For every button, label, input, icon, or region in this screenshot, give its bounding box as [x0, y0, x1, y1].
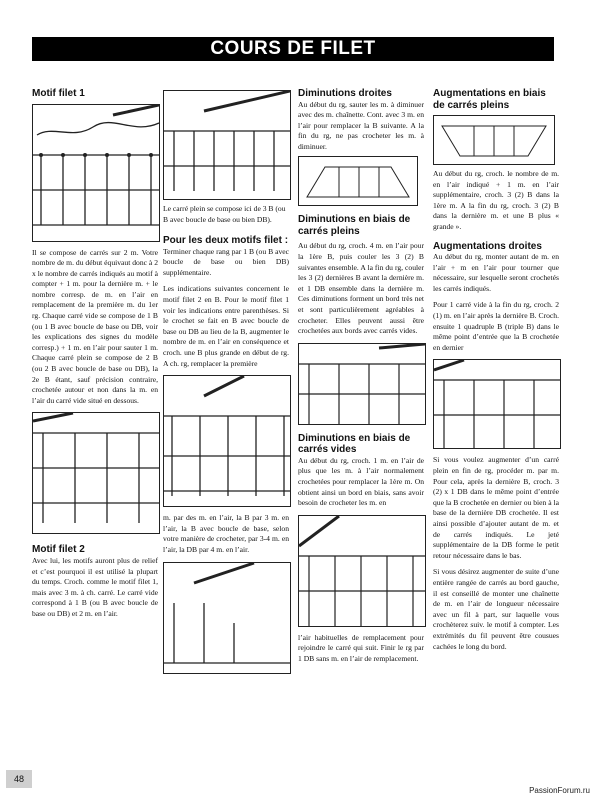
motif2-text: Avec lui, les motifs auront plus de relief et c’est pourquoi il est utilisé la plupart du temps. Croch. comme le motif filet 1, mais avec 3 m. à ch. carré. Le carré vide correspond à 1 B (ou B avec boucle de base ou DB) et 2 m. en l’air. — [32, 555, 158, 618]
page-title: COURS DE FILET — [32, 37, 554, 61]
aug-droites-text-1: Au début du rg, monter autant de m. en l’air + m en l’air pour tourner que nécessaire, sur lesquelle seront crochetés les carrés indiqués. — [433, 252, 559, 293]
motif2-illustration — [32, 412, 160, 534]
motif1-text: Il se compose de carrés sur 2 m. Votre nombre de m. du début équivaut donc à 2 x le nombre de carrés indiqués au motif à compter + 1 m. pour la dernière m. + le nombre corresp. de m. en l’air en remplacement de la première m. du 1er rg. Chaque carré vide se compose de 1 B (ou 1 B avec boucle de base ou DB, voir les explications des signes du modèle corresp.) + 1 m. en l’air pour sauter 1 m. Chaque carré plein se compose de 2 B (ou 2 B avec boucle de base ou DB), la 2e B étant, sauf précision contraire, crochetée autour et non dans la m. en l’air du carré vide situé en dessous. — [32, 247, 158, 405]
aug-biais-text: Au début du rg, croch. le nombre de m. en l’air indiqué + 1 m. en l’air supplémentaire, croch. 3 (2) B dans la 1ère m. A la fin du rg, croch. 3 (2) B dans la dernière m. et une B plus « grande ». — [433, 169, 559, 231]
dim-biais-vides-illustration — [298, 515, 426, 627]
crochet-grid-illustration — [33, 105, 159, 241]
dim-biais-pleins-heading: Diminutions en biais de carrés pleins — [298, 214, 411, 237]
both-motifs-text-2: Les indications suivantes concernent le motif filet 2 en B. Pour le motif filet 1 voir les indications entre parenthèses. Si le crochet se fait en B avec boucle de base ou DB au lieu de la B, augmenter le nombre de m. en l’air en conséquence et croch. une B plus grande en début de rg. A ch. rg, remplacer la première — [163, 284, 289, 368]
motif2-heading: Motif filet 2 — [32, 544, 85, 556]
column-1 — [32, 88, 158, 619]
crochet-grid-illustration — [164, 376, 290, 506]
column-2 — [163, 88, 289, 674]
motif2-row-illustration — [163, 375, 291, 507]
aug-biais-heading: Augmentations en biais de carrés pleins — [433, 88, 546, 111]
column-3 — [298, 88, 424, 665]
crochet-grid-illustration — [164, 91, 290, 199]
both-motifs-text-1: Terminer chaque rang par 1 B (ou B avec boucle de base ou bien DB) supplémentaire. — [163, 246, 289, 277]
crochet-chain-illustration — [164, 563, 290, 673]
both-motifs-heading: Pour les deux motifs filet : — [163, 235, 289, 247]
page-number: 48 — [6, 770, 32, 788]
motif1-heading: Motif filet 1 — [32, 88, 85, 99]
aug-biais-illustration — [433, 115, 555, 165]
column-4 — [433, 88, 559, 652]
dim-droites-illustration — [298, 156, 418, 206]
dim-biais-vides-text: Au début du rg, croch. 1 m. en l’air de plus que les m. à l’air normalement crochetées pour remplacer la 1ère m. On obtient ainsi un bord en biais, sans avoir besoin de crocheter les m. en — [298, 455, 424, 508]
crochet-grid-illustration — [434, 360, 560, 448]
aug-droites-text-2: Pour 1 carré vide à la fin du rg, croch. 2 (1) m. en l’air après la dernière B. Croch. ensuite 1 quadruple B (triple B) dans le même point d’entrée que la B crochetée en dernier — [433, 300, 559, 352]
motif1-caption: Le carré plein se compose ici de 3 B (ou B avec boucle de base ou bien DB). — [163, 204, 286, 224]
crochet-trapezoid-illustration — [299, 157, 417, 205]
aug-droites-illustration — [433, 359, 561, 449]
dim-biais-pleins-text: Au début du rg, croch. 4 m. en l’air pour la 1ère B, puis couler les 3 (2) B suivantes ensemble. A la fin du rg, couler les 3 (2) dernières B avant la dernière m. et 1 DB ensemble dans la dernière m. Ces diminutions forment un bord très net et sont particulièrement agréables à crocheter. Elles peuvent aussi être crochetées aux bords avec carrés vides. — [298, 241, 424, 336]
aug-droites-text-3: Si vous voulez augmenter d’un carré plein en fin de rg, procéder m. par m. Pour cela, après la dernière B, croch. 3 (2) x 1 DB dans le même point d’entrée que la B crochetée en dernier ou bien à la base de la dernière DB crochetée. Il est ainsi possible d’ajouter autant de m. et de carrés indiqués. Le jeté supplémentaire de la DB forme le petit retour nécessaire dans le bas. — [433, 455, 559, 560]
dim-biais-vides-text-2: l’air habituelles de remplacement pour rejoindre le carré qui suit. Finir le rg par 1 DB sans m. en l’air de remplacement. — [298, 632, 424, 663]
both-motifs-text-3: m. par des m. en l’air, la B par 3 m. en l’air, la B avec boucle de base, selon votre manière de crocheter, par 3-4 m. en l’air, la DB par 4 m. en l’air. — [163, 513, 289, 554]
crochet-grid-illustration — [299, 344, 425, 424]
dim-biais-pleins-illustration — [298, 343, 426, 425]
full-square-illustration — [163, 90, 291, 200]
dim-droites-text: Au début du rg, sauter les m. à diminuer avec des m. chaînette. Cont. avec 3 m. en l’air pour remplacer la B suivante. A la fin du rg, ne pas crocheter les m. à diminuer. — [298, 99, 424, 151]
aug-droites-heading: Augmentations droites — [433, 240, 542, 252]
motif1-illustration — [32, 104, 160, 242]
dim-biais-vides-heading: Diminutions en biais de carrés vides — [298, 432, 411, 456]
watermark: PassionForum.ru — [529, 786, 590, 795]
crochet-grid-illustration — [299, 516, 425, 626]
crochet-grid-illustration — [33, 413, 159, 533]
dim-droites-heading: Diminutions droites — [298, 88, 392, 99]
crochet-trapezoid-illustration — [434, 116, 554, 164]
chain-start-illustration — [163, 562, 291, 674]
aug-droites-text-4: Si vous désirez augmenter de suite d’une entière rangée de carrés au bord gauche, il est conseillé de monter une chaînette de m. en l’air de longueur nécessaire avec un fil à part, sur laquelle vous crochèterez suiv. le motif à compter. Les extrémités du fil peuvent être cousues cachées le long du bord. — [433, 567, 559, 651]
